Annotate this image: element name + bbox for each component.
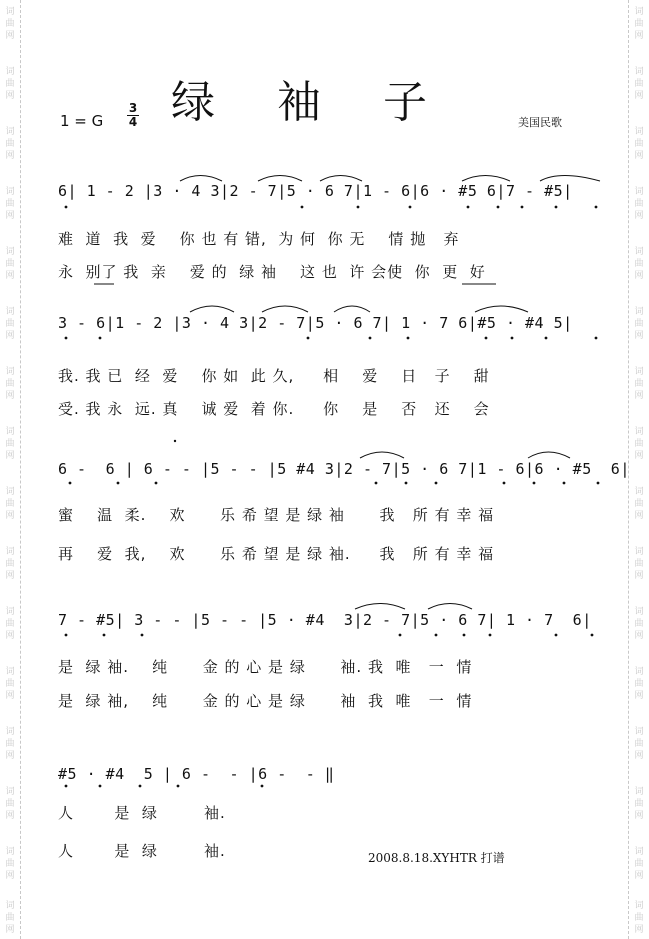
margin-mark: 词 曲 网: [634, 667, 644, 701]
lyric-line-3a: 蜜 温 柔. 欢 乐 希 望 是 绿 袖 我 所 有 幸 福: [58, 506, 495, 524]
notation-line-4: 7 - #5| 3 - - |5 - - |5 · #4 3|2 - 7|5 · 6 7| 1 · 7 6|: [58, 611, 592, 629]
margin-mark: 词 曲 网: [634, 901, 644, 935]
margin-mark: 词 曲 网: [5, 487, 15, 521]
margin-mark: 词 曲 网: [634, 607, 644, 641]
notation-line-5: #5 · #4 5 | 6 - - |6 - - ‖: [58, 765, 335, 783]
margin-mark: 词 曲 网: [5, 187, 15, 221]
margin-mark: 词 曲 网: [5, 847, 15, 881]
lyric-line-3b: 再 爱 我, 欢 乐 希 望 是 绿 袖. 我 所 有 幸 福: [58, 545, 495, 563]
margin-mark: 词 曲 网: [634, 247, 644, 281]
right-margin-watermark: [628, 0, 649, 939]
margin-mark: 词 曲 网: [5, 547, 15, 581]
left-margin-watermark: [0, 0, 21, 939]
margin-mark: 词 曲 网: [634, 547, 644, 581]
meter-top: 3: [128, 101, 138, 115]
margin-mark: 词 曲 网: [634, 847, 644, 881]
time-signature: [126, 102, 140, 129]
lyric-line-1b: 永 别了 我 亲 爱 的 绿 袖 这 也 许 会使 你 更 好: [58, 263, 486, 281]
margin-mark: 词 曲 网: [5, 67, 15, 101]
lyric-line-5b: 人 是 绿 袖.: [58, 842, 226, 860]
margin-mark: 词 曲 网: [5, 7, 15, 41]
transcriber-credit: 2008.8.18.XYHTR 打谱: [368, 851, 505, 865]
lyric-line-4b: 是 绿 袖, 纯 金 的 心 是 绿 袖 我 唯 一 情: [58, 692, 473, 710]
margin-mark: 词 曲 网: [5, 427, 15, 461]
margin-mark: 词 曲 网: [5, 667, 15, 701]
meter-bottom: 4: [128, 115, 138, 129]
lyric-line-5a: 人 是 绿 袖.: [58, 804, 226, 822]
margin-mark: 词 曲 网: [5, 727, 15, 761]
margin-mark: 词 曲 网: [634, 427, 644, 461]
lyric-line-4a: 是 绿 袖. 纯 金 的 心 是 绿 袖. 我 唯 一 情: [58, 658, 473, 676]
margin-mark: 词 曲 网: [634, 367, 644, 401]
margin-mark: 词 曲 网: [5, 607, 15, 641]
lyric-line-1a: 难 道 我 爱 你 也 有 错, 为 何 你 无 情 抛 弃: [58, 230, 460, 248]
margin-mark: 词 曲 网: [5, 307, 15, 341]
key-signature: 1 = G: [60, 112, 104, 130]
margin-mark: 词 曲 网: [5, 787, 15, 821]
notation-line-1: 6| 1 - 2 |3 · 4 3|2 - 7|5 · 6 7|1 - 6|6 · #5 6|7 - #5|: [58, 182, 573, 200]
lyric-line-2a: 我. 我 已 经 爱 你 如 此 久, 相 爱 日 子 甜: [58, 367, 490, 385]
margin-mark: 词 曲 网: [634, 307, 644, 341]
margin-mark: 词 曲 网: [634, 7, 644, 41]
lyric-line-2b: 受. 我 永 远. 真 诚 爱 着 你. 你 是 否 还 会: [58, 400, 490, 418]
margin-mark: 词 曲 网: [634, 487, 644, 521]
margin-mark: 词 曲 网: [634, 787, 644, 821]
margin-mark: 词 曲 网: [5, 127, 15, 161]
notation-line-2: 3 - 6|1 - 2 |3 · 4 3|2 - 7|5 · 6 7| 1 · 7 6|#5 · #4 5|: [58, 314, 573, 332]
margin-mark: 词 曲 网: [634, 727, 644, 761]
song-origin: 美国民歌: [518, 116, 562, 129]
margin-mark: 词 曲 网: [634, 67, 644, 101]
notation-line-3: 6 - 6 | 6 - - |5 - - |5 #4 3|2 - 7|5 · 6 7|1 - 6|6 · #5 6|: [58, 460, 630, 478]
margin-mark: 词 曲 网: [634, 127, 644, 161]
margin-mark: 词 曲 网: [634, 187, 644, 221]
margin-mark: 词 曲 网: [5, 367, 15, 401]
margin-mark: 词 曲 网: [5, 247, 15, 281]
margin-mark: 词 曲 网: [5, 901, 15, 935]
song-title: 绿袖子: [171, 77, 489, 128]
